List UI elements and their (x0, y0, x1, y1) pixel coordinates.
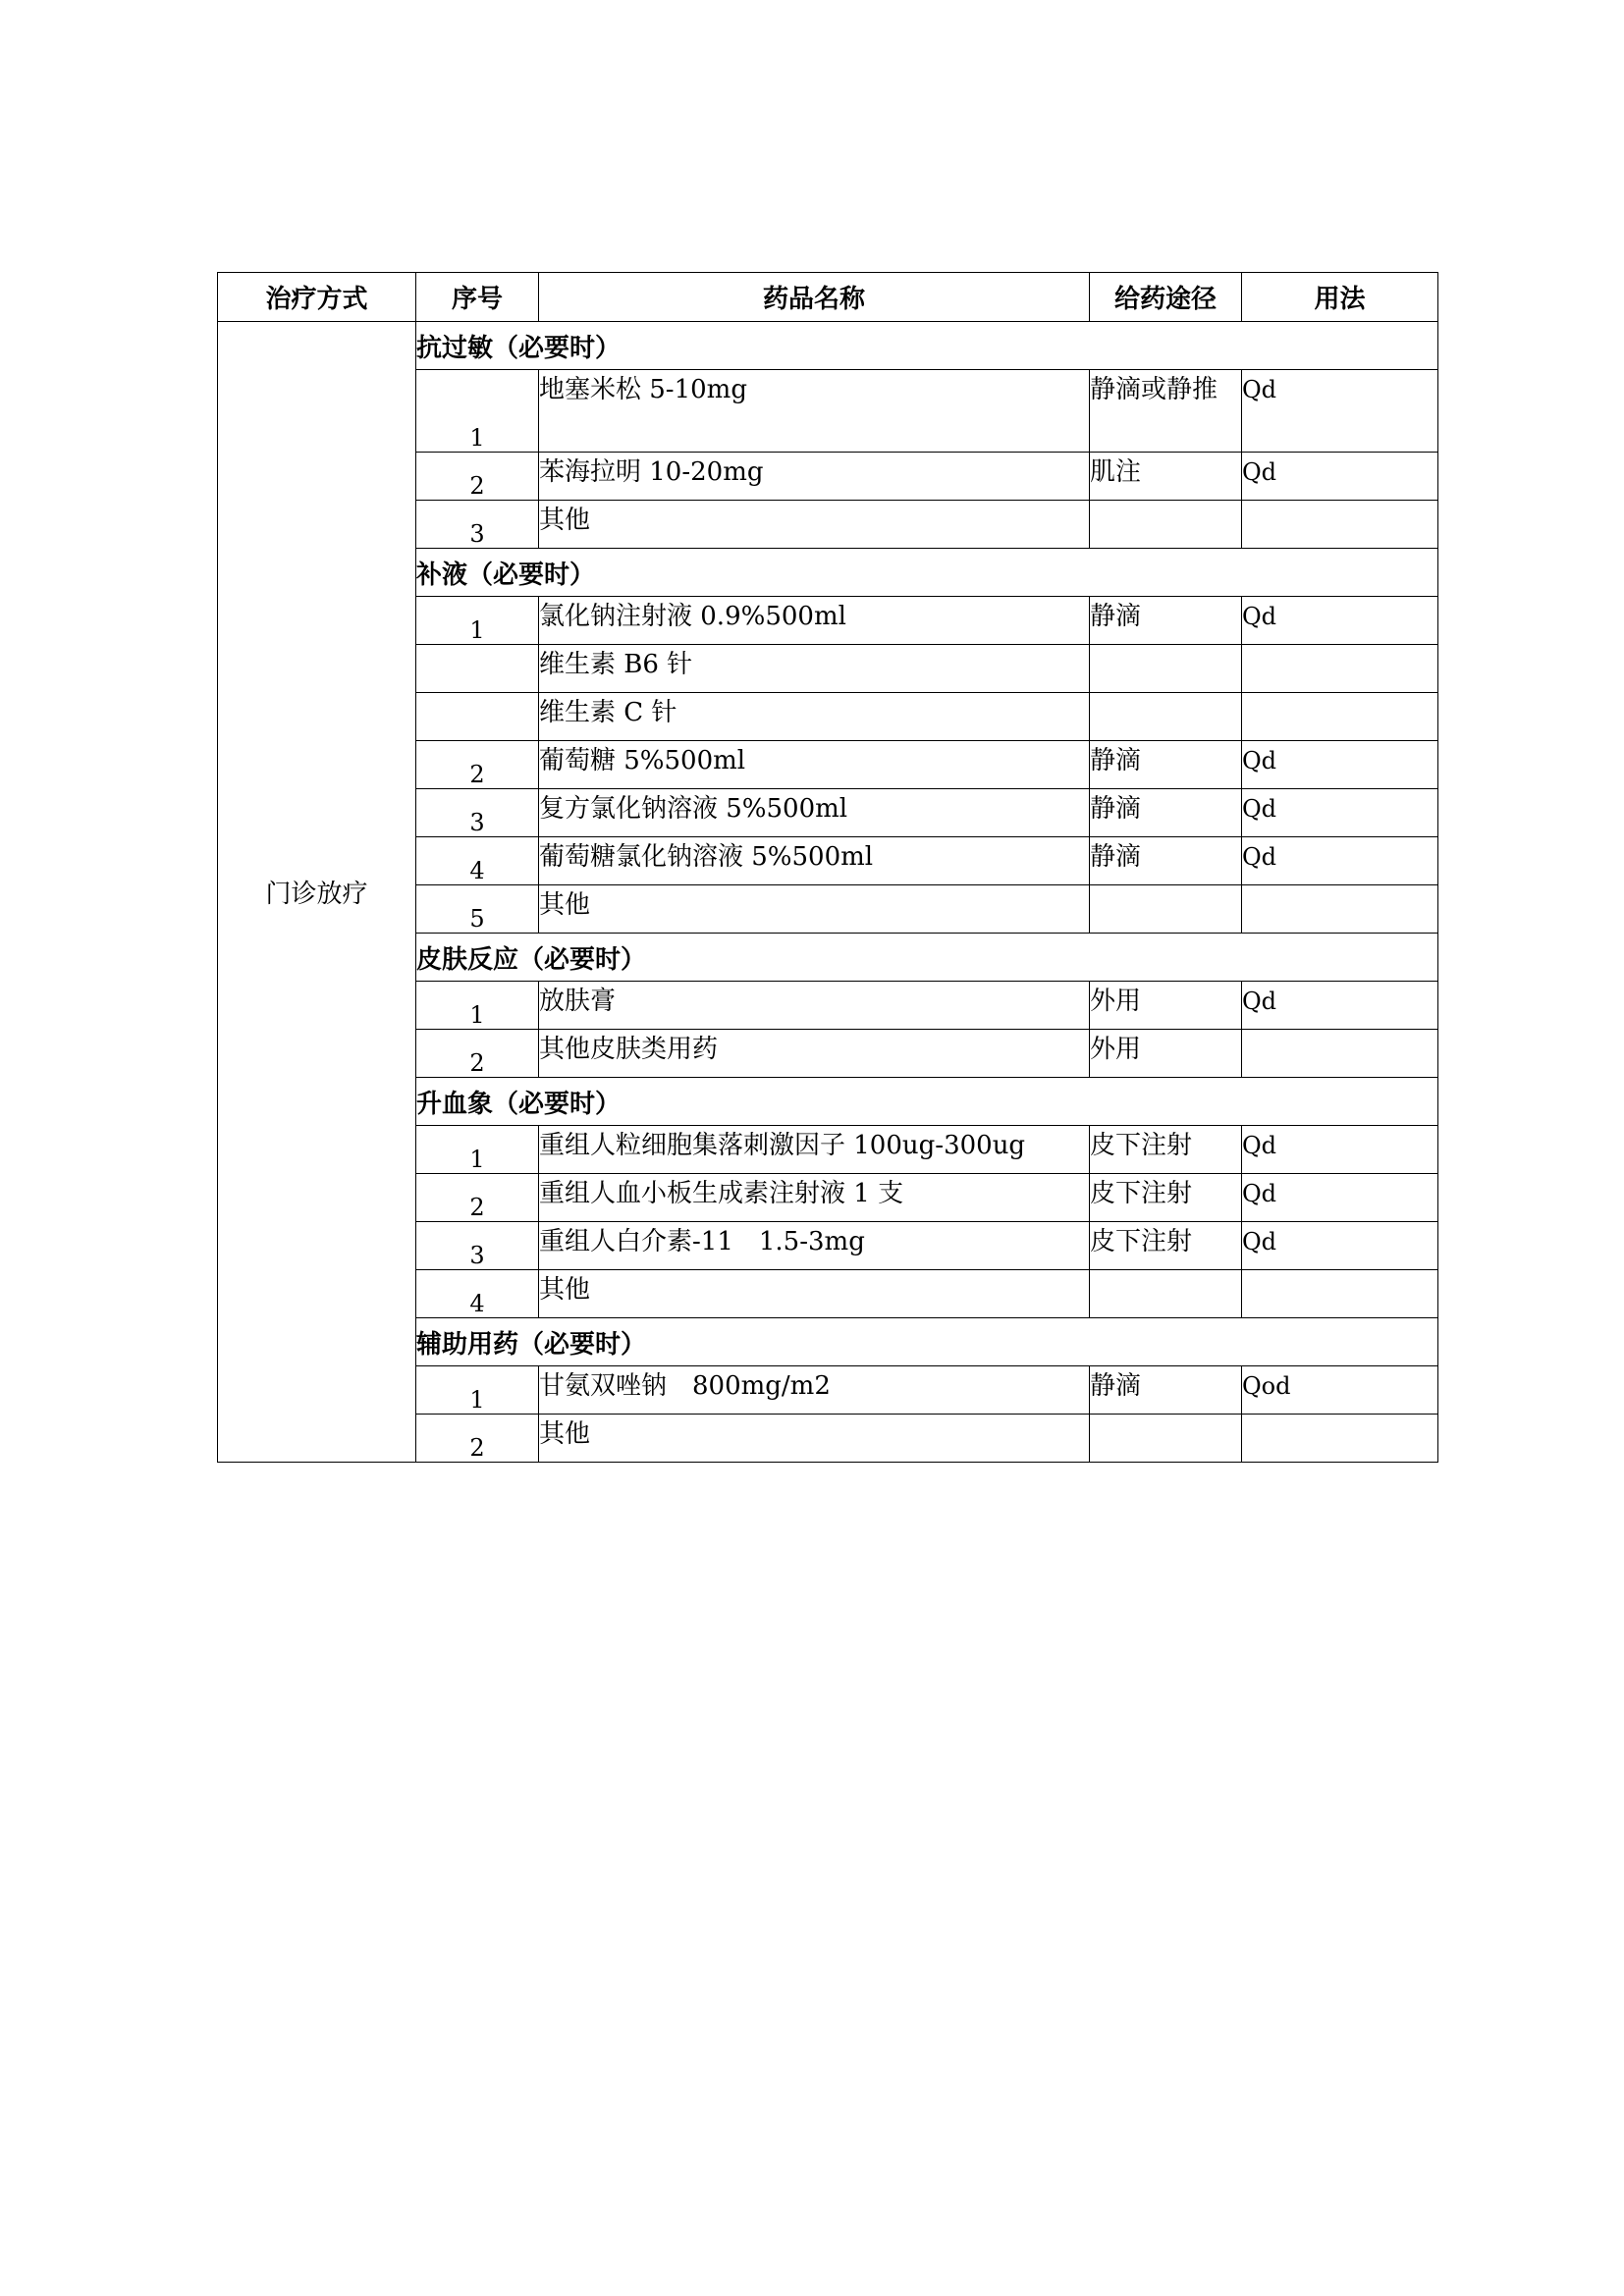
row-number: 2 (416, 453, 539, 501)
usage: Qd (1242, 370, 1438, 453)
section-title: 升血象（必要时） (416, 1078, 1438, 1126)
usage (1242, 1415, 1438, 1463)
drug-name: 其他皮肤类用药 (539, 1030, 1090, 1078)
usage: Qd (1242, 1174, 1438, 1222)
row-number: 4 (416, 837, 539, 885)
route (1090, 1415, 1242, 1463)
row-number: 1 (416, 597, 539, 645)
drug-name: 维生素 C 针 (539, 693, 1090, 741)
row-number: 4 (416, 1270, 539, 1318)
route (1090, 693, 1242, 741)
row-number: 3 (416, 1222, 539, 1270)
drug-name: 其他 (539, 501, 1090, 549)
usage: Qd (1242, 1222, 1438, 1270)
route (1090, 645, 1242, 693)
drug-name: 地塞米松 5-10mg (539, 370, 1090, 453)
section-title: 补液（必要时） (416, 549, 1438, 597)
usage (1242, 645, 1438, 693)
drug-name: 重组人血小板生成素注射液 1 支 (539, 1174, 1090, 1222)
route: 外用 (1090, 1030, 1242, 1078)
usage (1242, 1270, 1438, 1318)
row-number: 2 (416, 741, 539, 789)
table-body (218, 322, 1438, 1463)
row-number: 1 (416, 1126, 539, 1174)
header-route: 给药途径 (1090, 273, 1242, 322)
section-title: 抗过敏（必要时） (416, 322, 1438, 370)
header-drug: 药品名称 (539, 273, 1090, 322)
usage: Qd (1242, 741, 1438, 789)
row-number: 3 (416, 501, 539, 549)
row-number (416, 693, 539, 741)
drug-name: 重组人白介素-11 1.5-3mg (539, 1222, 1090, 1270)
route (1090, 501, 1242, 549)
header-no: 序号 (416, 273, 539, 322)
usage: Qd (1242, 453, 1438, 501)
drug-name: 甘氨双唑钠 800mg/m2 (539, 1366, 1090, 1415)
treatment-method: 门诊放疗 (218, 322, 416, 1463)
usage: Qd (1242, 1126, 1438, 1174)
usage: Qd (1242, 837, 1438, 885)
usage: Qd (1242, 597, 1438, 645)
table-header-row (218, 273, 1438, 322)
route: 肌注 (1090, 453, 1242, 501)
route: 外用 (1090, 982, 1242, 1030)
row-number: 1 (416, 982, 539, 1030)
drug-name: 复方氯化钠溶液 5%500ml (539, 789, 1090, 837)
medication-table (217, 272, 1438, 1463)
usage (1242, 693, 1438, 741)
section-row (218, 322, 1438, 370)
drug-name: 维生素 B6 针 (539, 645, 1090, 693)
section-title: 辅助用药（必要时） (416, 1318, 1438, 1366)
drug-name: 苯海拉明 10-20mg (539, 453, 1090, 501)
drug-name: 葡萄糖 5%500ml (539, 741, 1090, 789)
drug-name: 氯化钠注射液 0.9%500ml (539, 597, 1090, 645)
row-number: 2 (416, 1030, 539, 1078)
drug-name: 葡萄糖氯化钠溶液 5%500ml (539, 837, 1090, 885)
usage (1242, 501, 1438, 549)
route: 静滴 (1090, 597, 1242, 645)
usage (1242, 1030, 1438, 1078)
drug-name: 放肤膏 (539, 982, 1090, 1030)
route: 静滴 (1090, 789, 1242, 837)
route (1090, 885, 1242, 934)
route: 静滴 (1090, 1366, 1242, 1415)
drug-name: 重组人粒细胞集落刺激因子 100ug-300ug (539, 1126, 1090, 1174)
row-number: 1 (416, 370, 539, 453)
usage: Qd (1242, 982, 1438, 1030)
header-treatment: 治疗方式 (218, 273, 416, 322)
row-number (416, 645, 539, 693)
section-title: 皮肤反应（必要时） (416, 934, 1438, 982)
usage (1242, 885, 1438, 934)
route: 静滴或静推 (1090, 370, 1242, 453)
route: 皮下注射 (1090, 1222, 1242, 1270)
drug-name: 其他 (539, 1415, 1090, 1463)
usage: Qd (1242, 789, 1438, 837)
row-number: 5 (416, 885, 539, 934)
drug-name: 其他 (539, 885, 1090, 934)
drug-name: 其他 (539, 1270, 1090, 1318)
route (1090, 1270, 1242, 1318)
header-usage: 用法 (1242, 273, 1438, 322)
row-number: 2 (416, 1174, 539, 1222)
route: 静滴 (1090, 837, 1242, 885)
row-number: 1 (416, 1366, 539, 1415)
route: 皮下注射 (1090, 1126, 1242, 1174)
row-number: 2 (416, 1415, 539, 1463)
route: 皮下注射 (1090, 1174, 1242, 1222)
route: 静滴 (1090, 741, 1242, 789)
usage: Qod (1242, 1366, 1438, 1415)
row-number: 3 (416, 789, 539, 837)
